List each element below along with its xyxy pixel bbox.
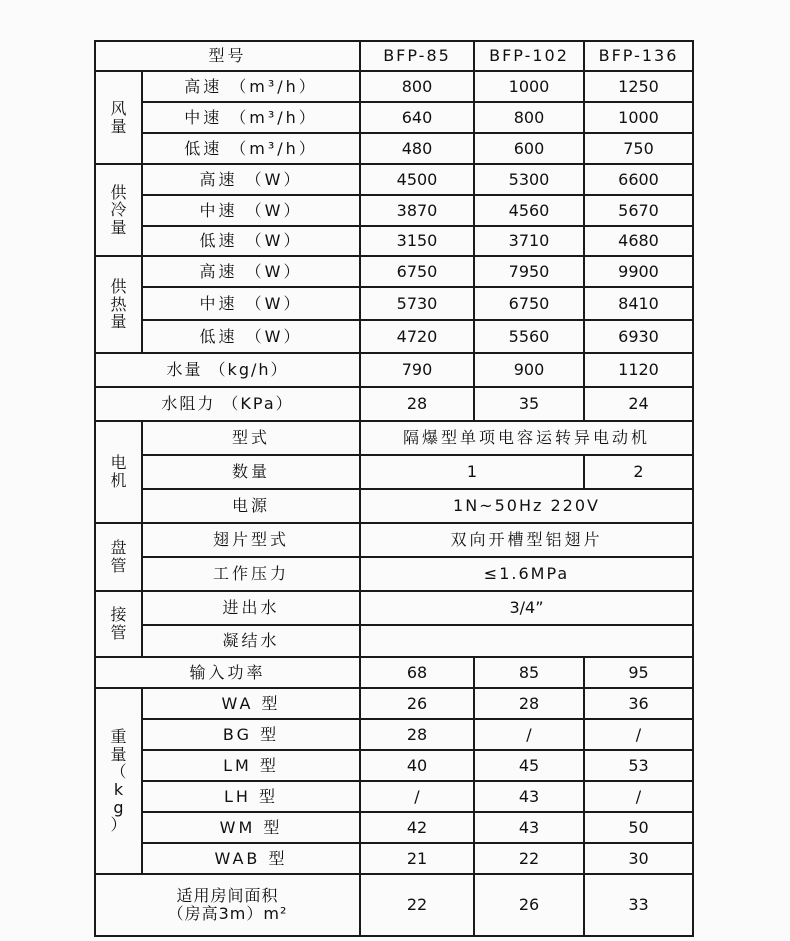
row-label: 凝结水 <box>142 625 360 657</box>
row-label: 中速 （W） <box>142 195 360 226</box>
group-label-coil: 盘 管 <box>95 523 142 591</box>
row-label: WA 型 <box>142 688 360 719</box>
table-row <box>95 557 693 591</box>
cell: 30 <box>584 843 693 874</box>
table-row <box>95 719 693 750</box>
group-label-motor: 电 机 <box>95 421 142 523</box>
row-label: 数量 <box>142 455 360 489</box>
cell: 900 <box>474 353 584 387</box>
table-row <box>95 812 693 843</box>
row-label: 电源 <box>142 489 360 523</box>
cell: 6750 <box>474 287 584 320</box>
cell: / <box>584 719 693 750</box>
row-label: LH 型 <box>142 781 360 812</box>
header-row <box>95 41 693 71</box>
cell: 36 <box>584 688 693 719</box>
cell: 5300 <box>474 164 584 195</box>
cell: 750 <box>584 133 693 164</box>
cell: 24 <box>584 387 693 421</box>
cell: 28 <box>360 387 474 421</box>
table-row <box>95 102 693 133</box>
row-label: 高速 （W） <box>142 164 360 195</box>
cell: 隔爆型单项电容运转异电动机 <box>360 421 693 455</box>
cell: 6750 <box>360 256 474 287</box>
cell: 5730 <box>360 287 474 320</box>
table-row <box>95 133 693 164</box>
cell: 53 <box>584 750 693 781</box>
table-row <box>95 781 693 812</box>
cell: / <box>474 719 584 750</box>
cell: 1N~50Hz 220V <box>360 489 693 523</box>
cell: 95 <box>584 657 693 688</box>
cell: 4500 <box>360 164 474 195</box>
cell: 7950 <box>474 256 584 287</box>
cell: 42 <box>360 812 474 843</box>
row-label: WAB 型 <box>142 843 360 874</box>
row-label: 工作压力 <box>142 557 360 591</box>
group-label-pipe: 接 管 <box>95 591 142 657</box>
row-label: 型式 <box>142 421 360 455</box>
group-label-weight: 重 量 （ k g ） <box>95 688 142 874</box>
cell: / <box>360 781 474 812</box>
row-label: 中速 （W） <box>142 287 360 320</box>
row-label: 高速 （m³/h） <box>142 71 360 102</box>
row-label: WM 型 <box>142 812 360 843</box>
row-label-room-area: 适用房间面积 （房高3m）m² <box>95 874 360 936</box>
spec-table <box>94 40 694 937</box>
table-row <box>95 523 693 557</box>
model-header: BFP-102 <box>474 41 584 71</box>
cell: 21 <box>360 843 474 874</box>
table-row <box>95 688 693 719</box>
row-label: 低速 （W） <box>142 320 360 353</box>
cell: / <box>584 781 693 812</box>
table-row <box>95 874 693 936</box>
row-label: 中速 （m³/h） <box>142 102 360 133</box>
cell: 3/4” <box>360 591 693 625</box>
cell <box>360 625 693 657</box>
cell: 35 <box>474 387 584 421</box>
row-label: LM 型 <box>142 750 360 781</box>
table-row <box>95 195 693 226</box>
table-row <box>95 591 693 625</box>
cell: 5670 <box>584 195 693 226</box>
group-label-cooling: 供 冷 量 <box>95 164 142 256</box>
cell: 8410 <box>584 287 693 320</box>
table-row <box>95 489 693 523</box>
table-row <box>95 256 693 287</box>
table-row <box>95 353 693 387</box>
row-label: 翅片型式 <box>142 523 360 557</box>
table-row <box>95 71 693 102</box>
cell: 85 <box>474 657 584 688</box>
cell: 1000 <box>584 102 693 133</box>
cell: 33 <box>584 874 693 936</box>
cell: 800 <box>360 71 474 102</box>
cell: 1120 <box>584 353 693 387</box>
cell: 1250 <box>584 71 693 102</box>
cell: 43 <box>474 812 584 843</box>
cell: 790 <box>360 353 474 387</box>
group-label-heating: 供 热 量 <box>95 256 142 353</box>
row-label: 进出水 <box>142 591 360 625</box>
cell: 68 <box>360 657 474 688</box>
cell: 4720 <box>360 320 474 353</box>
cell: 9900 <box>584 256 693 287</box>
model-header: BFP-85 <box>360 41 474 71</box>
table-row <box>95 320 693 353</box>
cell: 40 <box>360 750 474 781</box>
cell: 26 <box>360 688 474 719</box>
cell: 双向开槽型铝翅片 <box>360 523 693 557</box>
row-label: 低速 （W） <box>142 226 360 256</box>
cell: 600 <box>474 133 584 164</box>
cell: 22 <box>474 843 584 874</box>
cell: 480 <box>360 133 474 164</box>
cell: 5560 <box>474 320 584 353</box>
table-row <box>95 843 693 874</box>
cell: 2 <box>584 455 693 489</box>
table-row <box>95 455 693 489</box>
cell: 4560 <box>474 195 584 226</box>
cell: 1 <box>360 455 584 489</box>
cell: 1000 <box>474 71 584 102</box>
cell: 3150 <box>360 226 474 256</box>
table-row <box>95 387 693 421</box>
cell: 3710 <box>474 226 584 256</box>
table-row <box>95 625 693 657</box>
row-label: BG 型 <box>142 719 360 750</box>
table-row <box>95 657 693 688</box>
cell: 6930 <box>584 320 693 353</box>
cell: 45 <box>474 750 584 781</box>
table-row <box>95 421 693 455</box>
cell: 28 <box>474 688 584 719</box>
table-row <box>95 287 693 320</box>
row-label: 输入功率 <box>95 657 360 688</box>
row-label: 低速 （m³/h） <box>142 133 360 164</box>
cell: 50 <box>584 812 693 843</box>
cell: 4680 <box>584 226 693 256</box>
table-row <box>95 164 693 195</box>
cell: 28 <box>360 719 474 750</box>
cell: 6600 <box>584 164 693 195</box>
cell: 640 <box>360 102 474 133</box>
cell: ≤1.6MPa <box>360 557 693 591</box>
cell: 22 <box>360 874 474 936</box>
cell: 26 <box>474 874 584 936</box>
model-header: BFP-136 <box>584 41 693 71</box>
group-label-airflow: 风 量 <box>95 71 142 164</box>
table-row <box>95 750 693 781</box>
header-label: 型号 <box>95 41 360 71</box>
cell: 800 <box>474 102 584 133</box>
row-label: 高速 （W） <box>142 256 360 287</box>
row-label: 水量 （kg/h） <box>95 353 360 387</box>
cell: 43 <box>474 781 584 812</box>
cell: 3870 <box>360 195 474 226</box>
row-label: 水阻力 （KPa） <box>95 387 360 421</box>
table-row <box>95 226 693 256</box>
